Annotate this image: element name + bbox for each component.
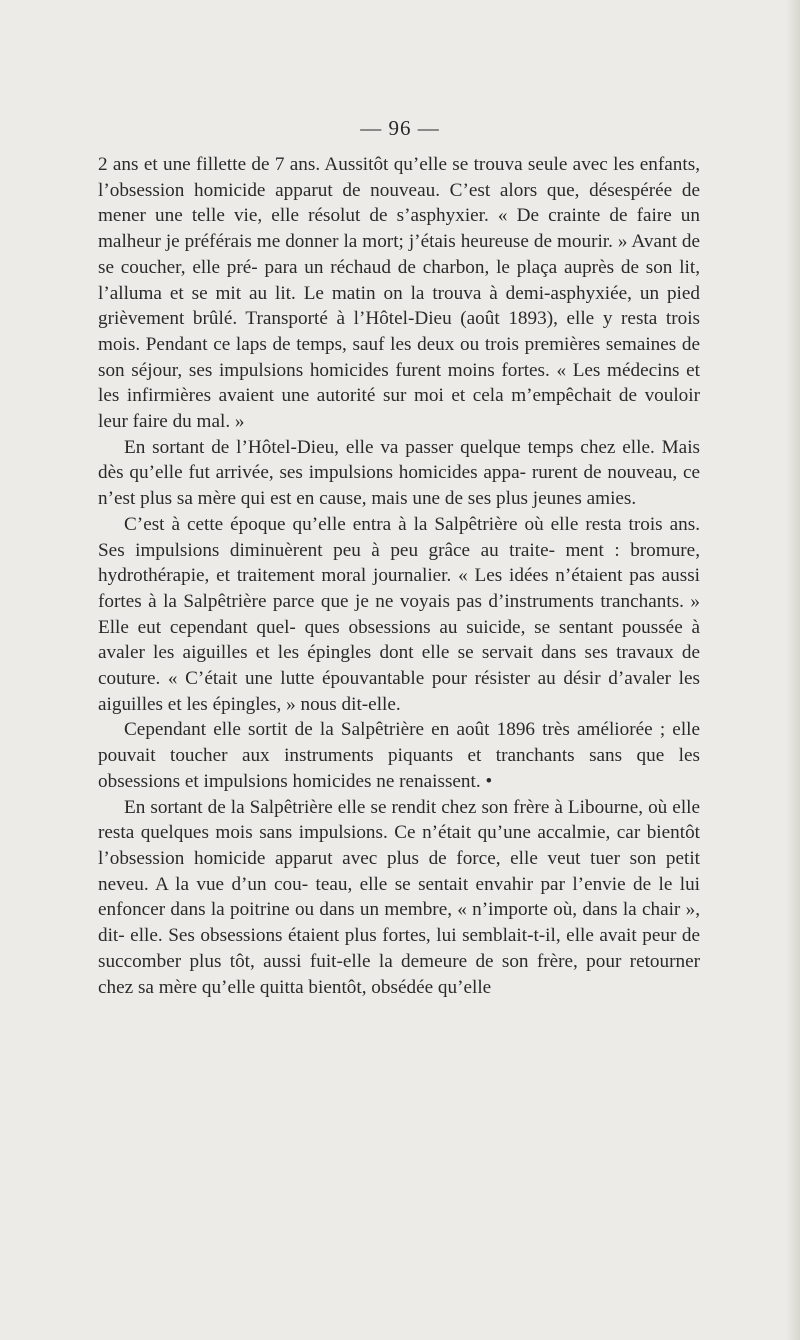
paragraph-2: En sortant de l’Hôtel-Dieu, elle va passer quelque temps chez elle. Mais dès qu’elle fut arrivée, ses impulsions homicides appa- rurent de nouveau, ce n’est plus sa mère qui est en cause, mais une de ses plus jeunes amies.	[98, 436, 700, 510]
paragraph-5: En sortant de la Salpêtrière elle se rendit chez son frère à Libourne, où elle resta quelques mois sans impulsions. Ce n’était qu’une accalmie, car bientôt l’obsession homicide apparut avec plus de force, elle veut tuer son petit neveu. A la vue d’un cou- teau, elle se sentait envahir par l’envie de le lui enfoncer dans la poitrine ou dans un membre, « n’importe où, dans la chair », dit- elle. Ses obsessions étaient plus fortes, lui semblait-t-il, elle avait peur de succomber plus tôt, aussi fuit-elle la demeure de son frère, pour retourner chez sa mère qu’elle quitta bientôt, obsédée qu’elle	[98, 796, 700, 998]
page-number: — 96 —	[360, 116, 440, 140]
page-edge-shadow	[786, 0, 800, 1340]
paragraph-1: 2 ans et une fillette de 7 ans. Aussitôt qu’elle se trouva seule avec les enfants, l’obsession homicide apparut de nouveau. C’est alors que, désespérée de mener une telle vie, elle résolut de s’asphyxier. « De crainte de faire un malheur je préférais me donner la mort; j’étais heureuse de mourir. » Avant de se coucher, elle pré- para un réchaud de charbon, le plaça auprès de son lit, l’alluma et se mit au lit. Le matin on la trouva à demi-asphyxiée, un pied grièvement brûlé. Transporté à l’Hôtel-Dieu (août 1893), elle y resta trois mois. Pendant ce laps de temps, sauf les deux ou trois premières semaines de son séjour, ses impulsions homicides furent moins fortes. « Les médecins et les infirmières avaient une autorité sur moi et cela m’empêchait de vouloir leur faire du mal. »	[98, 154, 700, 433]
body-text	[98, 152, 700, 1000]
paragraph-4: Cependant elle sortit de la Salpêtrière en août 1896 très améliorée ; elle pouvait toucher aux instruments piquants et tranchants sans que les obsessions et impulsions homicides ne renaissent. •	[98, 719, 700, 792]
paragraph-3: C’est à cette époque qu’elle entra à la Salpêtrière où elle resta trois ans. Ses impulsions diminuèrent peu à peu grâce au traite- ment : bromure, hydrothérapie, et traitement moral journalier. « Les idées n’étaient pas aussi fortes à la Salpêtrière parce que je ne voyais pas d’instruments tranchants. » Elle eut cependant quel- ques obsessions au suicide, se sentant poussée à avaler les aiguilles et les épingles dont elle se servait dans ses travaux de couture. « C’était une lutte épouvantable pour résister au désir d’avaler les aiguilles et les épingles, » nous dit-elle.	[98, 513, 700, 715]
